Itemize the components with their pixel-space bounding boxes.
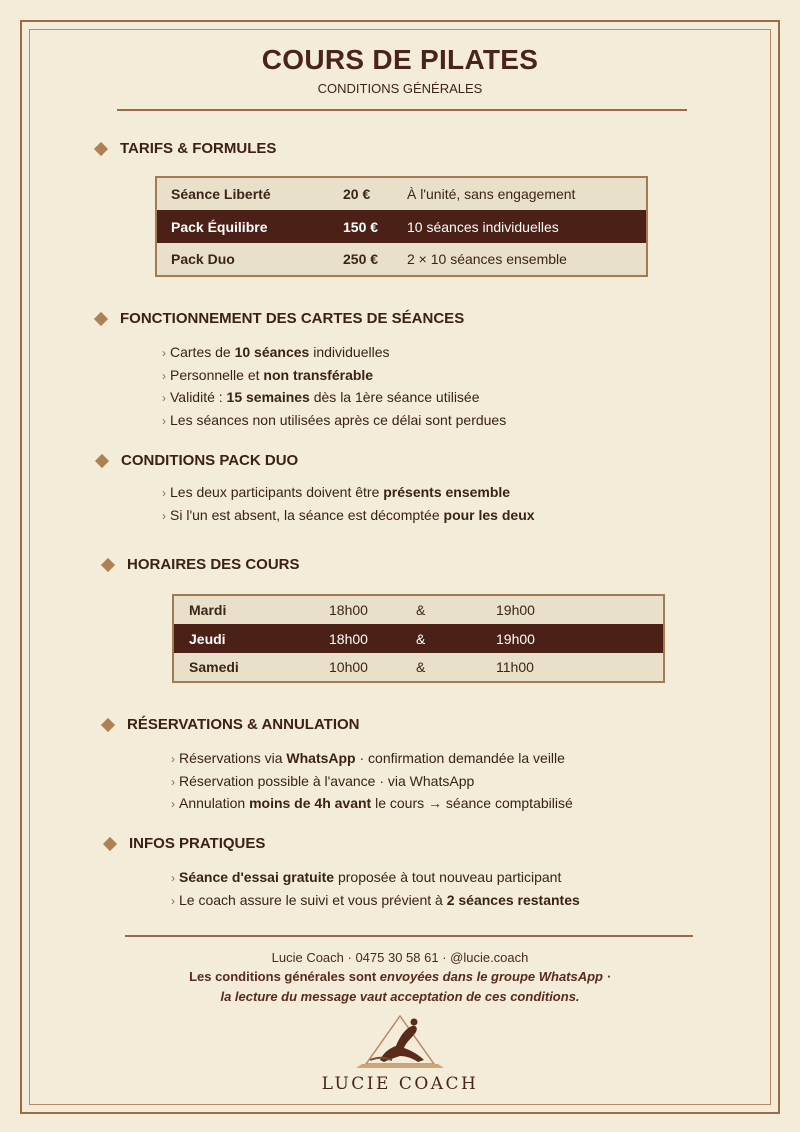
reservations-list	[171, 748, 573, 816]
page-title: COURS DE PILATES	[261, 44, 539, 75]
diamond-icon	[94, 141, 108, 155]
formula-price: 20 €	[343, 186, 371, 202]
table-row	[173, 653, 664, 682]
table-row	[156, 243, 647, 276]
chevron-right-icon: ›	[171, 752, 175, 766]
logo-svg	[340, 1012, 460, 1072]
chevron-right-icon: ›	[162, 486, 166, 500]
formula-price: 150 €	[343, 218, 379, 235]
list-item: › Réservations via WhatsApp · confirmation demandée la veille	[171, 750, 565, 766]
list-item: › Si l'un est absent, la séance est décomptée pour les deux	[162, 506, 535, 523]
formula-name: Pack Équilibre	[171, 218, 268, 235]
day-cell: Samedi	[189, 659, 239, 675]
list-item: › Réservation possible à l'avance · via WhatsApp	[171, 772, 475, 789]
header-divider	[117, 109, 687, 111]
list-item: › Les séances non utilisées après ce délai sont perdues	[162, 411, 507, 428]
formula-price: 250 €	[343, 251, 379, 267]
list-item: › Le coach assure le suivi et vous prévient à 2 séances restantes	[171, 891, 580, 908]
chevron-right-icon: ›	[171, 893, 175, 908]
pilates-pose-logo	[340, 1012, 460, 1072]
tarifs-table	[155, 176, 648, 277]
section-title: RÉSERVATIONS & ANNULATION	[127, 716, 360, 733]
footer-divider	[125, 935, 693, 937]
section-duo-heading	[97, 452, 298, 469]
chevron-right-icon: ›	[162, 508, 166, 523]
list-item: › Cartes de 10 séances individuelles	[162, 344, 390, 360]
table-row	[156, 210, 647, 243]
section-reservations-heading	[103, 716, 360, 733]
section-title: FONCTIONNEMENT DES CARTES DE SÉANCES	[120, 310, 465, 327]
separator-cell: &	[416, 630, 426, 647]
section-tarifs-heading	[96, 140, 276, 157]
table-row	[173, 595, 664, 624]
table-row	[156, 177, 647, 210]
day-cell: Mardi	[189, 602, 227, 618]
list-item: › Séance d'essai gratuite proposée à tout nouveau participant	[171, 869, 562, 885]
diamond-icon	[103, 836, 117, 850]
time-cell: 19h00	[496, 602, 535, 618]
chevron-right-icon: ›	[171, 774, 175, 789]
diamond-icon	[101, 557, 115, 571]
chevron-right-icon: ›	[171, 871, 175, 885]
separator-cell: &	[416, 659, 426, 675]
infos-list	[171, 867, 580, 912]
list-item: › Personnelle et non transférable	[162, 366, 374, 383]
diamond-icon	[94, 311, 108, 325]
chevron-right-icon: ›	[162, 413, 166, 428]
formula-desc: 2 × 10 séances ensemble	[407, 251, 567, 267]
section-horaires-heading	[103, 556, 300, 573]
page-subtitle: CONDITIONS GÉNÉRALES	[317, 81, 483, 96]
time-cell: 10h00	[329, 659, 368, 675]
section-title: CONDITIONS PACK DUO	[121, 452, 299, 469]
list-item: › Les deux participants doivent être présents ensemble	[162, 484, 511, 500]
chevron-right-icon: ›	[171, 797, 175, 811]
diamond-icon	[95, 453, 109, 467]
table-row	[173, 624, 664, 653]
diamond-icon	[101, 717, 115, 731]
formula-desc: À l'unité, sans engagement	[407, 186, 576, 202]
time-cell: 19h00	[496, 630, 535, 647]
formula-name: Pack Duo	[171, 251, 235, 267]
brand-name: LUCIE COACH	[321, 1074, 479, 1094]
time-cell: 18h00	[329, 630, 368, 647]
list-item: › Validité : 15 semaines dès la 1ère séance utilisée	[162, 389, 480, 405]
chevron-right-icon: ›	[162, 346, 166, 360]
formula-name: Séance Liberté	[171, 186, 271, 202]
time-cell: 11h00	[496, 659, 534, 675]
day-cell: Jeudi	[189, 630, 226, 647]
time-cell: 18h00	[329, 602, 368, 618]
horaires-table	[172, 594, 665, 683]
section-cartes-heading	[96, 310, 464, 327]
section-title: HORAIRES DES COURS	[127, 556, 300, 573]
chevron-right-icon: ›	[162, 391, 166, 405]
chevron-right-icon: ›	[162, 368, 166, 383]
footer-note: Les conditions générales sont envoyées dans le groupe WhatsApp · la lecture du message vaut acceptation de ces conditions.	[189, 969, 611, 1004]
footer-contact: Lucie Coach · 0475 30 58 61 · @lucie.coach	[271, 950, 529, 965]
section-title: TARIFS & FORMULES	[120, 140, 277, 157]
section-title: INFOS PRATIQUES	[129, 835, 266, 852]
section-infos-heading	[105, 835, 265, 852]
cartes-list	[162, 342, 506, 432]
formula-desc: 10 séances individuelles	[407, 218, 559, 235]
separator-cell: &	[416, 602, 426, 618]
list-item: › Annulation moins de 4h avant le cours → séance comptabilisé	[171, 795, 573, 811]
duo-list	[162, 482, 535, 527]
